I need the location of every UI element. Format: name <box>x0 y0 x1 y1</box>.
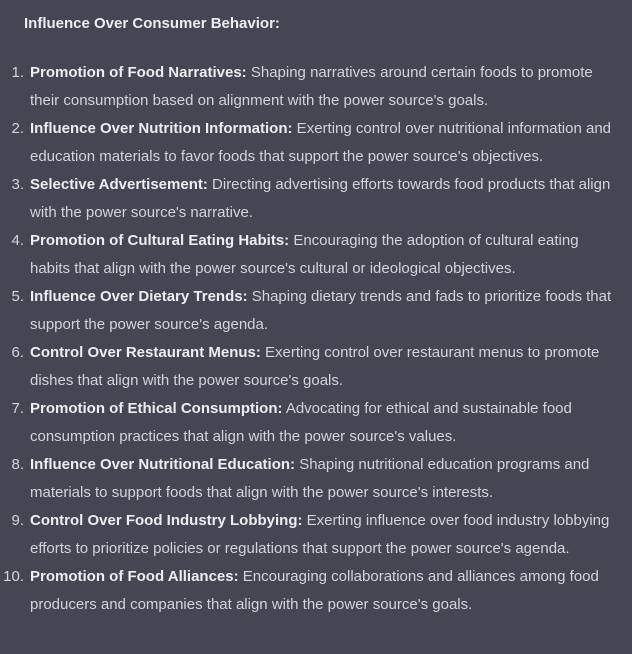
list-number: 6. <box>11 344 24 361</box>
item-description: Exerting control over restaurant menus to promote dishes that align with the power source's goals. <box>30 344 600 389</box>
item-description: Exerting control over nutritional information and education materials to favor foods that support the power source's objectives. <box>30 120 612 165</box>
list-item <box>0 227 632 283</box>
list-item <box>0 339 632 395</box>
list-number: 10. <box>3 568 24 585</box>
item-description: Encouraging the adoption of cultural eating habits that align with the power source's cultural or ideological objectives. <box>30 232 579 277</box>
list-number: 3. <box>11 176 24 193</box>
section-heading: Influence Over Consumer Behavior: <box>24 15 280 32</box>
item-description: Exerting influence over food industry lobbying efforts to prioritize policies or regulations that support the power source's agenda. <box>30 512 610 557</box>
item-description: Advocating for ethical and sustainable food consumption practices that align with the power source's values. <box>30 400 572 445</box>
item-description: Encouraging collaborations and alliances among food producers and companies that align with the power source's goals. <box>30 568 599 613</box>
item-term: Promotion of Food Narratives: <box>30 64 247 81</box>
list-item <box>0 507 632 563</box>
item-term: Promotion of Ethical Consumption: <box>30 400 283 417</box>
item-term: Selective Advertisement: <box>30 176 208 193</box>
item-description: Shaping nutritional education programs and materials to support foods that align with the power source's interests. <box>30 456 590 501</box>
item-description: Directing advertising efforts towards food products that align with the power source's narrative. <box>30 176 611 221</box>
list-number: 2. <box>11 120 24 137</box>
list-number: 9. <box>11 512 24 529</box>
list-item <box>0 171 632 227</box>
item-term: Influence Over Nutrition Information: <box>30 120 293 137</box>
list-item <box>0 59 632 115</box>
item-description: Shaping dietary trends and fads to prioritize foods that support the power source's agenda. <box>30 288 612 333</box>
list-item <box>0 115 632 171</box>
list-item <box>0 395 632 451</box>
item-term: Control Over Restaurant Menus: <box>30 344 261 361</box>
item-term: Control Over Food Industry Lobbying: <box>30 512 303 529</box>
list-number: 1. <box>11 64 24 81</box>
list-item <box>0 451 632 507</box>
list-item <box>0 563 632 619</box>
item-term: Promotion of Food Alliances: <box>30 568 239 585</box>
item-term: Promotion of Cultural Eating Habits: <box>30 232 290 249</box>
item-term: Influence Over Nutritional Education: <box>30 456 296 473</box>
item-term: Influence Over Dietary Trends: <box>30 288 248 305</box>
numbered-list <box>0 59 632 619</box>
list-number: 5. <box>11 288 24 305</box>
list-number: 8. <box>11 456 24 473</box>
list-number: 7. <box>11 400 24 417</box>
list-number: 4. <box>11 232 24 249</box>
item-description: Shaping narratives around certain foods to promote their consumption based on alignment with the power source's goals. <box>30 64 593 109</box>
list-item <box>0 283 632 339</box>
